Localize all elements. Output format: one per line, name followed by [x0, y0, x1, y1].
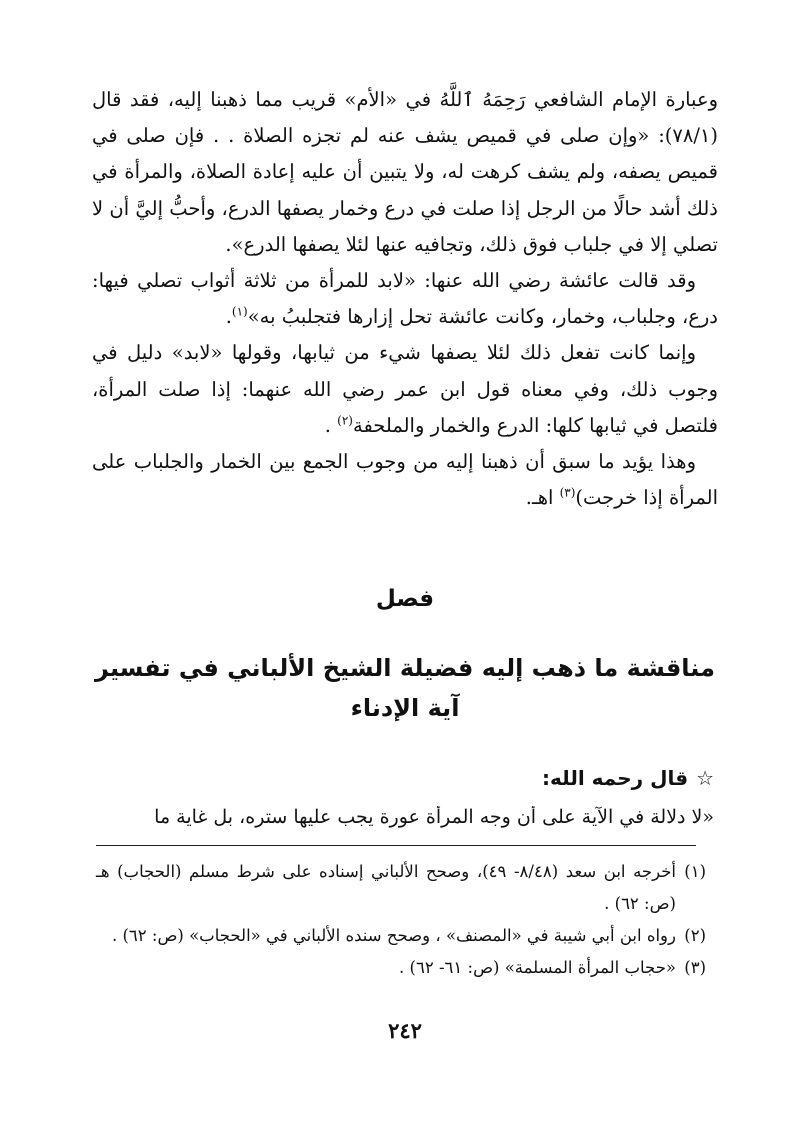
paragraph-4-end: اهـ. — [525, 486, 560, 510]
section-heading: فصل — [375, 586, 435, 612]
page-number: ٢٤٢ — [388, 1018, 422, 1043]
footnote-text: رواه ابن أبي شيبة في «المصنف» ، وصحح سنده الألباني في «الحجاب» (ص: ٦٢) . — [111, 926, 676, 945]
paragraph-3-end: . — [324, 413, 338, 437]
paragraph-3 — [92, 335, 718, 444]
footnote-ref-3: (٣) — [559, 485, 576, 500]
paragraph-3-text: وإنما كانت تفعل ذلك لئلا يصفها شيء من ثيابها، وقولها «لابد» دليل في وجوب ذلك، وفي معناه قول ابن عمر رضي الله عنهما: إذا صلت المرأة، فلتصل في ثيابها كلها: الدرع والخمار والملحفة — [92, 341, 718, 437]
footnote-ref-2: (٢) — [337, 413, 353, 428]
footnote-text: أخرجه ابن سعد (٨/٤٨- ٤٩)، وصحح الألباني إسناده على شرط مسلم (الحجاب) هـ (ص: ٦٢) . — [96, 862, 677, 913]
footnote-number: (٢) — [684, 926, 706, 945]
footnote-2 — [96, 920, 706, 952]
star-icon: ☆ — [696, 766, 714, 790]
footnote-3 — [96, 952, 706, 984]
quote-start: «لا دلالة في الآية على أن وجه المرأة عورة يجب عليها ستره، بل غاية ما — [154, 806, 714, 828]
footnote-number: (٣) — [684, 958, 706, 977]
footnote-text: «حجاب المرأة المسلمة» (ص: ٦١- ٦٢) . — [399, 958, 676, 977]
chapter-title: مناقشة ما ذهب إليه فضيلة الشيخ الألباني في تفسير آية الإدناء — [95, 654, 715, 722]
paragraph-4-text: وهذا يؤيد ما سبق أن ذهبنا إليه من وجوب الجمع بين الخمار والجلباب على المرأة إذا خرجت) — [92, 450, 718, 510]
speaker-line — [542, 766, 714, 790]
paragraph-1: وعبارة الإمام الشافعي رَحِمَهُ ٱللَّهُ في «الأم» قريب مما ذهبنا إليه، فقد قال (٧٨/١): «وإن صلى في قميص يشف عنه لم تجزه الصلاة . . فإن صلى في قميص يصفه، ولم يشف كرهت له، ولا يتبين أن عليه إعادة الصلاة، والمرأة في ذلك أشد حالًا من الرجل إذا صلت في درع وخمار يصفها الدرع، وأحبُّ إليَّ أن لا تصلي إلا في جلباب فوق ذلك، وتجافيه عنها لئلا يصفها الدرع». — [92, 88, 718, 256]
main-text — [92, 82, 718, 516]
footnote-number: (١) — [684, 862, 706, 881]
speaker-text: قال رحمه الله: — [542, 766, 689, 790]
paragraph-2-text: وقد قالت عائشة رضي الله عنها: «لابد للمرأة من ثلاثة أثواب تصلي فيها: درع، وجلباب، وخمار، وكانت عائشة تحل إزارها فتجلببُ به» — [92, 269, 718, 329]
footnote-1 — [96, 856, 706, 920]
paragraph-2-end: . — [225, 305, 232, 329]
footnote-divider — [96, 845, 696, 846]
paragraph-2 — [92, 263, 718, 335]
paragraph-4 — [92, 444, 718, 516]
footnote-ref-1: (١) — [231, 304, 248, 319]
footnotes — [96, 856, 706, 984]
